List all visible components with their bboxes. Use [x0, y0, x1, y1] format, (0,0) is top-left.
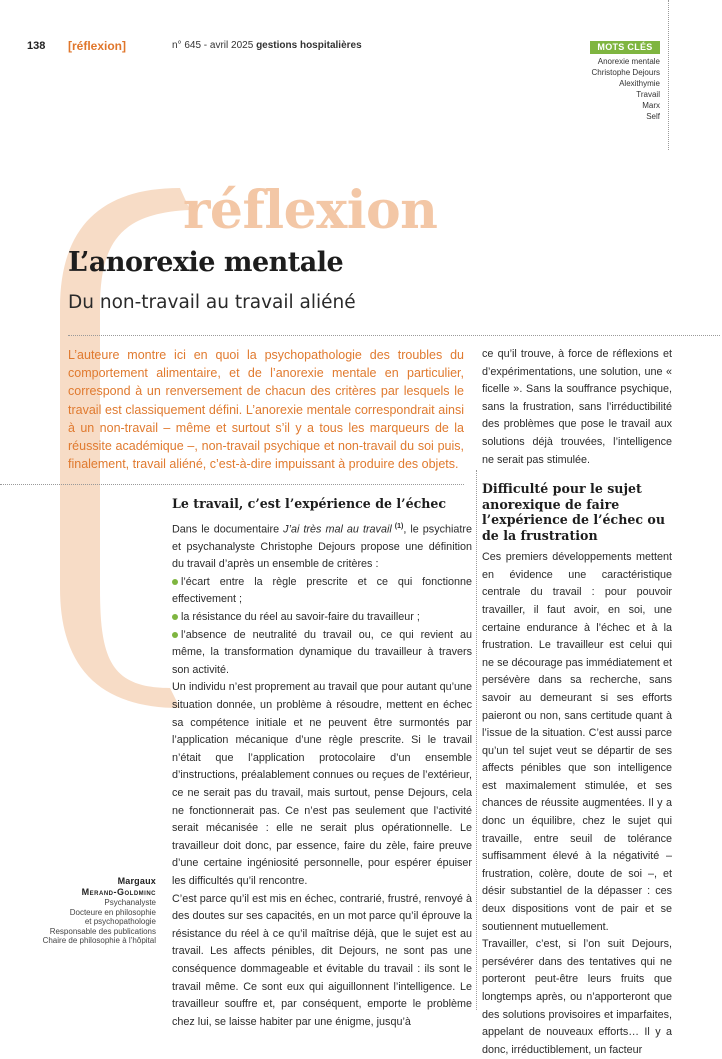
section-kicker: réflexion — [183, 180, 438, 241]
divider-dotted — [0, 484, 464, 485]
paragraph: Travailler, c’est, si l’on suit Dejours, persévérer dans des tentatives qui ne porteront peut-être leurs fruits que longtemps après, ou n’apporteront que des solutions provisoires et imparfaites, appelant de nouveaux efforts… Il y a donc, irréductiblement, un facteur — [482, 938, 672, 1056]
page-number: 138 — [27, 40, 46, 52]
article-subtitle: Du non-travail au travail aliéné — [68, 292, 356, 313]
keyword-item: Marx — [642, 101, 660, 110]
bullet-icon — [172, 614, 178, 620]
paragraph: Ces premiers développements mettent en évidence une caractéristique centrale du travail : pour pouvoir travailler, il faut avoir, en soi, une certaine endurance à l’échec et à la frustration. Le travailleur est celui qui ne se décourage pas immédiatement et persévère dans sa recherche, sans savoir au demeurant si ses efforts paieront ou non, sans certitude quant à l’issue de la situation. C’est aussi parce qu’un tel sujet veut se départir de ses affects pénibles que son intelligence est maximalement stimulée, et ses chances de réussite augmentées. Il y a donc un équilibre, chez le sujet qui travaille, entre seuil de tolérance suffisamment élevé à la négativité – frustration, colère, doute de soi –, et désir substantiel de la dépasser : ces deux dispositions vont de pair et se soutiennent mutuellement. — [482, 551, 672, 933]
bullet-icon — [172, 579, 178, 585]
text-span: , le psychiatre et psychanalyste Christophe Dejours propose une définition du travail d’après un ensemble de critères : — [172, 523, 473, 571]
list-item — [172, 627, 472, 680]
author-first-name: Margaux — [117, 876, 156, 886]
list-item-text: l’écart entre la règle prescrite et ce qui fonctionne effectivement ; — [172, 575, 472, 606]
bullet-icon — [172, 632, 178, 638]
author-role: et psychopathologie — [84, 917, 156, 927]
keyword-item: Christophe Dejours — [591, 68, 660, 77]
publication-name: gestions hospitalières — [256, 40, 362, 51]
standfirst — [68, 346, 464, 473]
divider-dotted — [68, 335, 720, 336]
author-role: Responsable des publications — [49, 926, 156, 936]
column-1-heading: Le travail, c’est l’expérience de l’échec — [172, 496, 447, 511]
section-label: [réflexion] — [68, 39, 127, 53]
list-item — [172, 574, 472, 609]
text-span: Dans le documentaire — [172, 523, 284, 536]
author-role: Chaire de philosophie à l’hôpital — [42, 936, 156, 946]
column-2-heading: Difficulté pour le sujet anorexique de faire l’expérience de l’échec ou de la frustration — [482, 481, 665, 543]
author-role: Psychanalyste — [104, 898, 156, 907]
author-role: Docteure en philosophie — [69, 907, 156, 917]
keyword-item: Anorexie mentale — [597, 57, 660, 66]
list-item-text: la résistance du réel au savoir-faire du travailleur ; — [181, 611, 420, 624]
column-1 — [172, 496, 472, 1031]
keywords-label: MOTS CLÉS — [590, 41, 660, 54]
keyword-item: Travail — [636, 90, 660, 99]
margin-rule — [668, 0, 669, 150]
standfirst-text: L’auteure montre ici en quoi la psychopathologie des troubles du comportement alimentaire, et de l’anorexie mentale en particulier, correspond à un renversement de chacun des critères par lesquels le travail est classiquement défini. L’anorexie mentale correspondrait ainsi à un non-travail – même et surtout s’il y a tous les marqueurs de la réussite académique –, non-travail psychique et non-travail du soi puis, finalement, travail aliéné, c’est-à-dire impuissant à produire des objets. — [68, 348, 464, 472]
paragraph — [172, 518, 472, 574]
issue-number: n° 645 - avril 2025 — [172, 40, 254, 51]
keyword-item: Alexithymie — [619, 79, 660, 88]
film-title: J’ai très mal au travail — [283, 523, 392, 536]
column-2 — [482, 346, 672, 1059]
paragraph: Un individu n’est proprement au travail que pour autant qu’une situation donnée, un problème à résoudre, mettent en échec sa compétence initiale et ne peuvent être surmontés par l’application mécanique d’une règle prescrite. Si le travail n’était que l’application protocolaire d’un ensemble d’instructions, préalablement connues ou reçues de l’extérieur, ce ne serait pas du travail, mais surtout, pense Dejours, cela ne fonctionnerait pas. Ce n’est pas seulement que l’activité serait mécanisée : elle ne serait plus opérationnelle. Le travailleur doit donc, par essence, faire du zèle, faire preuve d’une certaine ingéniosité personnelle, pour espérer épuiser les difficultés qu’il rencontre. — [172, 681, 472, 887]
column-divider — [476, 470, 477, 1010]
footnote-ref: (1) — [391, 522, 404, 530]
paragraph: C’est parce qu’il est mis en échec, contrarié, frustré, renvoyé à des doutes sur ses capacités, en un mot parce qu’il éprouve la résistance du réel à ce qu’il maîtrise déjà, que le sujet est au travail. Les affects pénibles, dit Dejours, ne sont pas une conséquence dommageable et évitable du travail : ils sont le travail même. Ce sont eux qui aiguillonnent l’intelligence. Le travailleur souffre et, par conséquent, emporte le problème chez lui, se laisse habiter par une énigme, jusqu’à — [172, 892, 472, 1028]
list-item — [172, 609, 472, 627]
list-item-text: l’absence de neutralité du travail ou, ce qui revient au même, la transformation dynamique du travailleur à travers son activité. — [172, 628, 472, 676]
paragraph: ce qu’il trouve, à force de réflexions et d’expérimentations, une solution, une « ficelle ». Sans la souffrance psychique, sans la frustration, sans l’irréductibilité des problèmes que pose le travail aux solutions déjà trouvées, l’intelligence ne serait pas stimulée. — [482, 348, 672, 466]
author-block — [0, 876, 156, 946]
issue-info — [172, 40, 362, 51]
article-title: L’anorexie mentale — [68, 247, 344, 278]
keyword-item: Self — [646, 112, 660, 121]
author-last-name: Merand-Goldminc — [81, 887, 156, 897]
keywords-list — [592, 56, 660, 122]
